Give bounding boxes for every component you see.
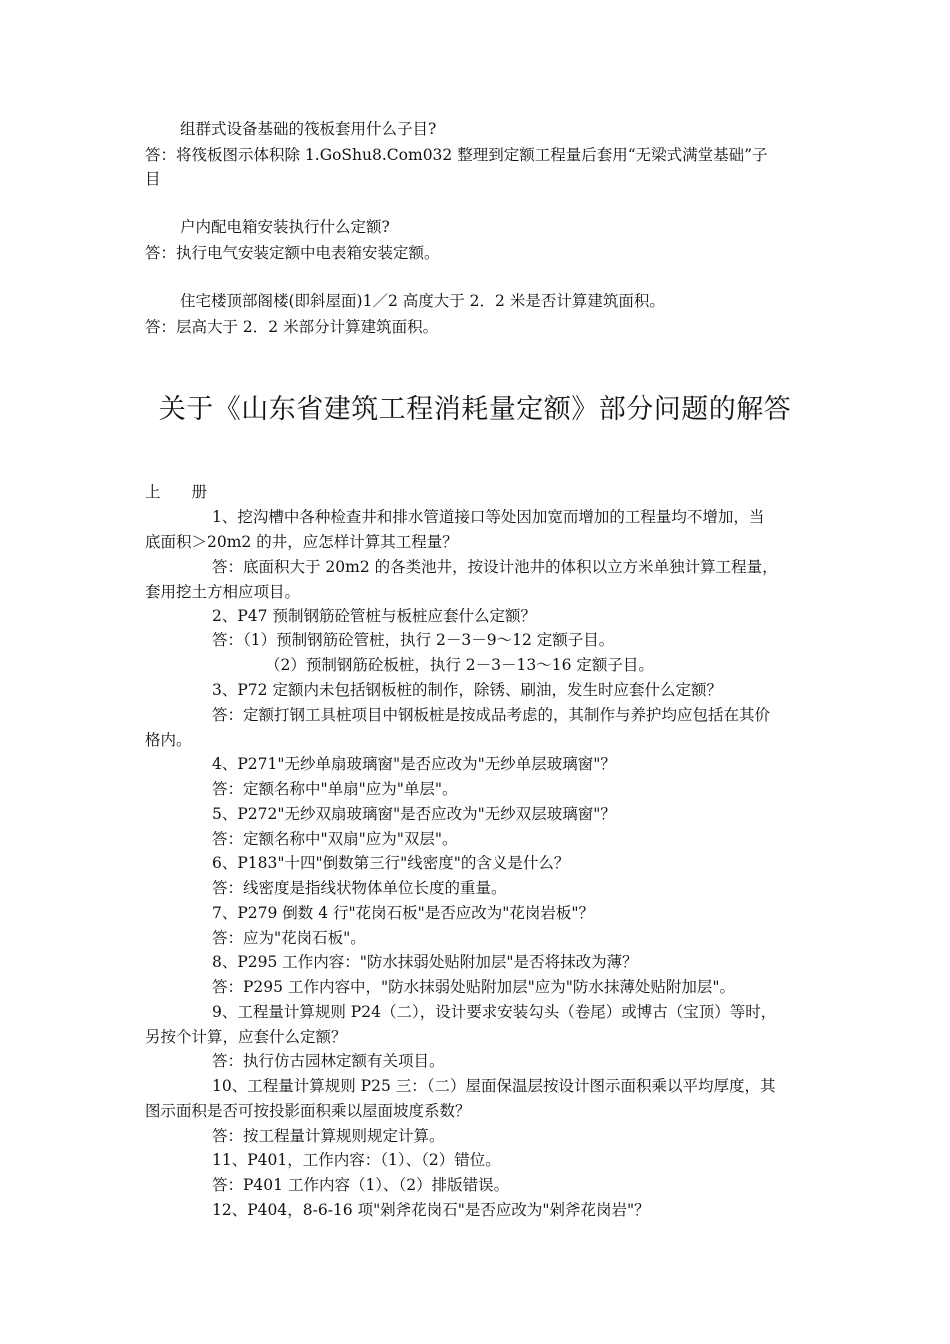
body-line: 答：底面积大于 20m2 的各类池井，按设计池井的体积以立方米单独计算工程量， — [212, 558, 778, 576]
body-line: 4、P271"无纱单扇玻璃窗"是否应改为"无纱单层玻璃窗"？ — [212, 755, 616, 773]
body-line: （2）预制钢筋砼板桩，执行 2－3－13～16 定额子目。 — [265, 656, 654, 674]
body-line: 答：P295 工作内容中，"防水抹弱处贴附加层"应为"防水抹薄处贴附加层"。 — [212, 978, 735, 996]
body-line: 答：定额名称中"双扇"应为"双层"。 — [212, 830, 458, 848]
volume-label: 上 册 — [145, 483, 208, 501]
body-line: 答：P401 工作内容（1）、（2）排版错误。 — [212, 1176, 510, 1194]
document-title: 关于《山东省建筑工程消耗量定额》部分问题的解答 — [158, 394, 792, 425]
body-line: 答：应为"花岗石板"。 — [212, 929, 366, 947]
body-line: 答：线密度是指线状物体单位长度的重量。 — [212, 879, 507, 897]
body-line: 10、工程量计算规则 P25 三：（二）屋面保温层按设计图示面积乘以平均厚度，其 — [212, 1077, 776, 1095]
body-line: 另按个计算，应套什么定额？ — [145, 1028, 347, 1046]
body-line: 格内。 — [145, 731, 192, 749]
body-line: 5、P272"无纱双扇玻璃窗"是否应改为"无纱双层玻璃窗"？ — [212, 805, 616, 823]
body-line: 答：（1）预制钢筋砼管桩，执行 2－3－9～12 定额子目。 — [212, 631, 615, 649]
body-line: 7、P279 倒数 4 行"花岗石板"是否应改为"花岗岩板"？ — [212, 904, 595, 922]
body-line: 答：定额名称中"单扇"应为"单层"。 — [212, 780, 458, 798]
answer-text: 答：将筏板图示体积除 1.GoShu8.Com032 整理到定额工程量后套用“无梁式满堂基础”子 — [145, 146, 768, 164]
question-text: 住宅楼顶部阁楼(即斜屋面)1／2 高度大于 2．2 米是否计算建筑面积。 — [180, 292, 665, 310]
body-line: 12、P404，8-6-16 项"剁斧花岗石"是否应改为"剁斧花岗岩"？ — [212, 1201, 650, 1219]
answer-text: 目 — [145, 170, 161, 188]
body-line: 1、挖沟槽中各种检查井和排水管道接口等处因加宽而增加的工程量均不增加，当 — [212, 508, 765, 526]
question-text: 户内配电箱安装执行什么定额? — [180, 218, 390, 236]
body-line: 答：执行仿古园林定额有关项目。 — [212, 1052, 445, 1070]
body-line: 3、P72 定额内未包括钢板桩的制作，除锈、刷油，发生时应套什么定额？ — [212, 681, 722, 699]
body-line: 11、P401，工作内容：（1）、（2）错位。 — [212, 1151, 501, 1169]
body-line: 8、P295 工作内容："防水抹弱处贴附加层"是否将抹改为薄？ — [212, 953, 638, 971]
body-line: 答：定额打钢工具桩项目中钢板桩是按成品考虑的，其制作与养护均应包括在其价 — [212, 706, 771, 724]
answer-text: 答：层高大于 2．2 米部分计算建筑面积。 — [145, 318, 439, 336]
body-line: 2、P47 预制钢筋砼管桩与板桩应套什么定额？ — [212, 607, 536, 625]
body-line: 图示面积是否可按投影面积乘以屋面坡度系数？ — [145, 1102, 471, 1120]
body-line: 底面积＞20m2 的井，应怎样计算其工程量？ — [145, 533, 458, 551]
body-line: 6、P183"十四"倒数第三行"线密度"的含义是什么？ — [212, 854, 570, 872]
body-line: 9、工程量计算规则 P24（二），设计要求安装勾头（卷尾）或博古（宝顶）等时， — [212, 1003, 777, 1021]
body-line: 答：按工程量计算规则规定计算。 — [212, 1127, 445, 1145]
question-text: 组群式设备基础的筏板套用什么子目? — [180, 120, 437, 138]
answer-text: 答：执行电气安装定额中电表箱安装定额。 — [145, 244, 440, 262]
body-line: 套用挖土方相应项目。 — [145, 583, 301, 601]
